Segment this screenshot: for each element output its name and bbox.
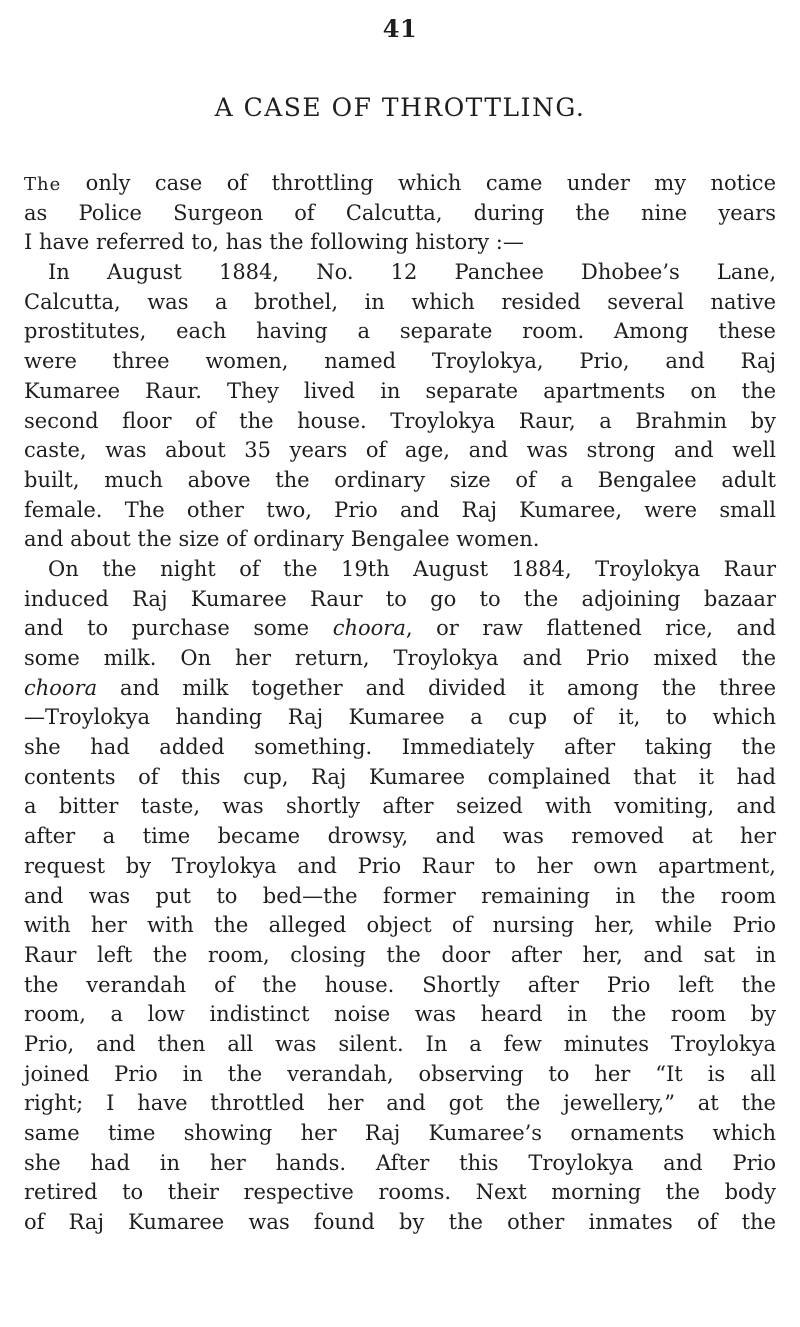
text-line: were three women, named Troylokya, Prio, and Raj	[24, 349, 776, 374]
text-line: retired to their respective rooms. Next morning the body	[24, 1180, 776, 1205]
text-line: some milk. On her return, Troylokya and Prio mixed the	[24, 646, 776, 670]
text-line: and to purchase some choora, or raw flattened rice, and	[24, 616, 776, 641]
text-line: second floor of the house. Troylokya Raur, a Brahmin by	[24, 408, 776, 433]
text-line: same time showing her Raj Kumaree’s ornaments which	[24, 1121, 776, 1145]
italic-term: choora	[24, 675, 98, 700]
text-line: Prio, and then all was silent. In a few minutes Troylokya	[24, 1031, 776, 1056]
text-line: choora and milk together and divided it among the three	[24, 675, 776, 700]
text-line: caste, was about 35 years of age, and was strong and well	[24, 438, 776, 463]
text-line: a bitter taste, was shortly after seized with vomiting, and	[24, 794, 776, 819]
text-line: induced Raj Kumaree Raur to go to the adjoining bazaar	[24, 586, 776, 611]
text-line: On the night of the 19th August 1884, Troylokya Raur	[48, 556, 776, 581]
text-line: after a time became drowsy, and was removed at her	[24, 824, 776, 849]
text-line: female. The other two, Prio and Raj Kumaree, were small	[24, 497, 776, 522]
text-line: with her with the alleged object of nursing her, while Prio	[24, 913, 776, 938]
text-line: room, a low indistinct noise was heard in the room by	[24, 1002, 776, 1027]
text-line: the verandah of the house. Shortly after Prio left the	[24, 972, 776, 997]
body-text	[24, 169, 776, 1238]
text-line: request by Troylokya and Prio Raur to her own apartment,	[24, 853, 776, 878]
text-line: as Police Surgeon of Calcutta, during the nine years	[24, 200, 776, 225]
text-line: The only case of throttling which came under my notice	[24, 171, 776, 195]
text-line: of Raj Kumaree was found by the other inmates of the	[24, 1210, 776, 1235]
text-line: prostitutes, each having a separate room. Among these	[24, 319, 776, 344]
text-line: contents of this cup, Raj Kumaree complained that it had	[24, 764, 776, 789]
text-line: and about the size of ordinary Bengalee women.	[24, 527, 540, 552]
page-number: 41	[382, 14, 418, 43]
text-line: and was put to bed—the former remaining in the room	[24, 883, 776, 908]
small-caps-lead: The	[24, 174, 62, 195]
chapter-title: A CASE OF THROTTLING.	[214, 93, 586, 122]
text-line: In August 1884, No. 12 Panchee Dhobee’s Lane,	[48, 260, 776, 285]
text-line: she had added something. Immediately after taking the	[24, 735, 776, 760]
text-line: she had in her hands. After this Troylokya and Prio	[24, 1150, 776, 1175]
text-line: right; I have throttled her and got the jewellery,” at the	[24, 1091, 776, 1116]
text-line: Raur left the room, closing the door after her, and sat in	[24, 942, 776, 967]
text-line: joined Prio in the verandah, observing to her “It is all	[24, 1061, 776, 1086]
text-line: I have referred to, has the following history :—	[24, 230, 524, 255]
italic-term: choora	[332, 616, 406, 641]
text-line: built, much above the ordinary size of a Bengalee adult	[24, 467, 776, 492]
text-line: Kumaree Raur. They lived in separate apartments on the	[24, 378, 776, 403]
text-line: —Troylokya handing Raj Kumaree a cup of it, to which	[24, 705, 776, 730]
text-line: Calcutta, was a brothel, in which resided several native	[24, 289, 776, 314]
